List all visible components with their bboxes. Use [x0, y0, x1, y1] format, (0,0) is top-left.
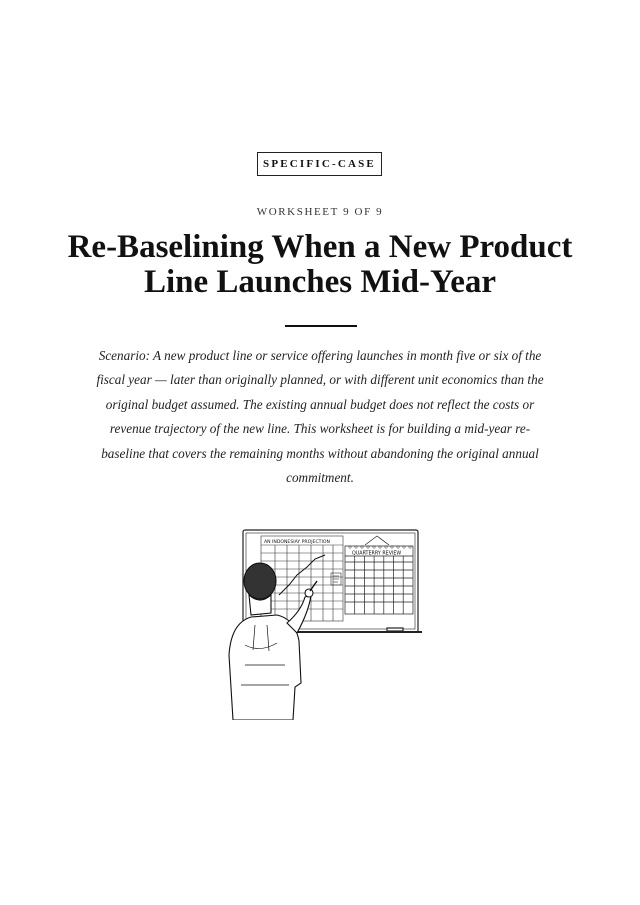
- calendar-title: QUARTERRY REVIEW: [352, 551, 402, 557]
- calendar: [345, 536, 413, 614]
- sticky-note: [331, 573, 341, 585]
- title-divider: [285, 325, 357, 327]
- category-badge: [257, 152, 382, 176]
- worksheet-counter: WORKSHEET 9 OF 9: [256, 206, 384, 218]
- page-title: Re-Baselining When a New Product Line Launches Mid-Year: [67, 229, 573, 300]
- person-figure: [229, 563, 317, 720]
- projection-sheet-title: AN INDONESIAY PROJECTION: [264, 540, 330, 545]
- category-badge-label: SPECIFIC-CASE: [263, 158, 376, 170]
- whiteboard-illustration: [215, 525, 430, 720]
- scenario-paragraph: Scenario: A new product line or service offering launches in month five or six of the fiscal year — later than originally planned, or with different unit economics than the original budget assumed. The existing annual budget does not reflect the costs or revenue trajectory of the new line. This worksheet is for building a mid-year re-baseline that covers the remaining months without abandoning the original annual commitment.: [96, 348, 544, 486]
